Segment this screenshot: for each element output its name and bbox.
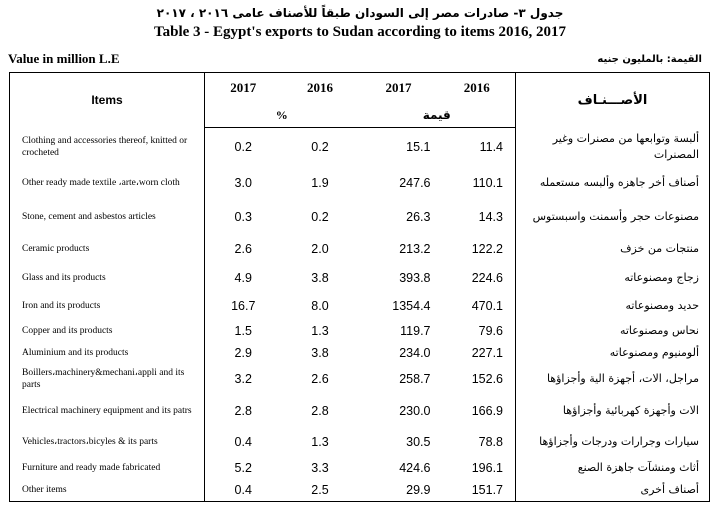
percent-2016: 2.6 <box>311 371 329 386</box>
item-name-arabic: منتجات من خزف <box>516 234 710 264</box>
value-2017: 230.0 <box>399 403 431 418</box>
header-value-arabic: قيمة <box>359 103 516 128</box>
table-row <box>10 128 710 166</box>
value-2016: 14.3 <box>478 209 503 224</box>
percent-2017: 2.8 <box>234 403 252 418</box>
title-english: Table 3 - Egypt's exports to Sudan according to items 2016, 2017 <box>154 24 566 40</box>
value-2016: 110.1 <box>472 175 503 190</box>
item-name-arabic: سيارات وجرارات ودرجات وأجزاؤها <box>516 428 710 456</box>
percent-2016: 3.8 <box>311 345 329 360</box>
value-2017: 15.1 <box>406 139 431 154</box>
value-2017: 393.8 <box>399 270 431 285</box>
header-year-percent-2017: 2017 <box>230 80 257 95</box>
percent-2017: 1.5 <box>234 323 252 338</box>
item-name-arabic: حديد ومصنوعاته <box>516 292 710 320</box>
table-row <box>10 364 710 394</box>
item-name: Glass and its products <box>10 264 205 292</box>
header-year-value-2017: 2017 <box>385 80 412 95</box>
item-name: Stone, cement and asbestos articles <box>10 200 205 234</box>
value-2017: 29.9 <box>406 483 431 498</box>
percent-2017: 0.3 <box>234 209 252 224</box>
item-name: Furniture and ready made fabricated <box>10 456 205 480</box>
item-name-arabic: الات وأجهزة كهربائية وأجزاؤها <box>516 394 710 428</box>
table-row <box>10 456 710 480</box>
table-row <box>10 428 710 456</box>
value-2017: 26.3 <box>406 209 431 224</box>
percent-2016: 0.2 <box>311 139 329 154</box>
table-row <box>10 320 710 342</box>
item-name-arabic: ألومنيوم ومصنوعاته <box>516 342 710 364</box>
percent-2016: 1.9 <box>311 175 329 190</box>
item-name-arabic: مصنوعات حجر وأسمنت واسبستوس <box>516 200 710 234</box>
exports-table <box>9 72 710 502</box>
table-row <box>10 394 710 428</box>
value-2017: 247.6 <box>399 175 431 190</box>
value-2017: 30.5 <box>406 434 431 449</box>
value-2016: 11.4 <box>479 139 503 154</box>
item-name: Ceramic products <box>10 234 205 264</box>
unit-label-arabic: القيمة: بالمليون جنيه <box>597 54 702 65</box>
item-name-arabic: ألبسة وتوابعها من مصنرات وغير المصنرات <box>516 128 710 166</box>
percent-2017: 4.9 <box>234 270 252 285</box>
percent-2017: 0.2 <box>234 139 252 154</box>
table-row <box>10 264 710 292</box>
value-2016: 151.7 <box>471 483 503 498</box>
table-row <box>10 292 710 320</box>
percent-2016: 1.3 <box>311 434 329 449</box>
value-2016: 79.6 <box>478 323 503 338</box>
table-row <box>10 200 710 234</box>
title-arabic: جدول ٣- صادرات مصر إلى السودان طبقاً للأصناف عامى ٢٠١٦ ، ٢٠١٧ <box>156 6 564 20</box>
value-2016: 224.6 <box>471 270 503 285</box>
item-name: Aluminium and its products <box>10 342 205 364</box>
item-name: Boillers،machinery&mechani،appli and its parts <box>10 364 205 394</box>
item-name-arabic: أصناف أخر جاهزه وألبسه مستعمله <box>516 166 710 200</box>
value-2016: 122.2 <box>471 241 503 256</box>
percent-2016: 1.3 <box>311 323 329 338</box>
percent-2017: 16.7 <box>231 298 256 313</box>
percent-2016: 3.3 <box>311 460 329 475</box>
value-2017: 234.0 <box>399 345 431 360</box>
value-2016: 196.1 <box>471 460 503 475</box>
item-name-arabic: أثاث ومنشآت جاهزة الصنع <box>516 456 710 480</box>
item-name: Iron and its products <box>10 292 205 320</box>
item-name-arabic: أصناف أخرى <box>516 480 710 502</box>
header-year-value-2016: 2016 <box>463 80 490 95</box>
percent-2017: 2.6 <box>234 241 252 256</box>
percent-2016: 3.8 <box>311 270 329 285</box>
value-2016: 470.1 <box>471 298 503 313</box>
percent-2016: 2.0 <box>311 241 329 256</box>
value-2017: 119.7 <box>400 323 431 338</box>
value-2016: 227.1 <box>471 345 503 360</box>
header-percent: % <box>205 103 359 128</box>
percent-2017: 0.4 <box>234 483 252 498</box>
table-row <box>10 234 710 264</box>
table-row <box>10 166 710 200</box>
item-name: Other ready made textile ،arte،worn cloth <box>10 166 205 200</box>
value-2017: 424.6 <box>399 460 431 475</box>
percent-2017: 5.2 <box>234 460 252 475</box>
percent-2016: 2.5 <box>311 483 329 498</box>
percent-2017: 3.0 <box>234 175 252 190</box>
percent-2017: 2.9 <box>234 345 252 360</box>
header-items-arabic: الأصـــنـاف <box>516 73 710 128</box>
item-name-arabic: زجاج ومصنوعاته <box>516 264 710 292</box>
header-year-percent-2016: 2016 <box>307 80 333 95</box>
value-2017: 258.7 <box>399 371 431 386</box>
item-name-arabic: مراجل، الات، أجهزة الية وأجزاؤها <box>516 364 710 394</box>
value-2017: 213.2 <box>399 241 431 256</box>
table-row <box>10 342 710 364</box>
item-name: Clothing and accessories thereof, knitted or crocheted <box>10 128 205 166</box>
item-name: Copper and its products <box>10 320 205 342</box>
value-2016: 166.9 <box>471 403 503 418</box>
percent-2016: 2.8 <box>311 403 329 418</box>
percent-2017: 3.2 <box>234 371 252 386</box>
item-name: Electrical machinery equipment and its patrs <box>10 394 205 428</box>
value-2017: 1354.4 <box>392 298 431 313</box>
header-items: Items <box>10 73 205 128</box>
item-name: Other items <box>10 480 205 502</box>
table-row <box>10 480 710 502</box>
unit-label-english: Value in million L.E <box>8 51 120 66</box>
percent-2016: 0.2 <box>311 209 329 224</box>
value-2016: 152.6 <box>471 371 503 386</box>
item-name-arabic: نحاس ومصنوعاته <box>516 320 710 342</box>
percent-2017: 0.4 <box>234 434 252 449</box>
item-name: Vehicles،tractors،bicyles & its parts <box>10 428 205 456</box>
value-2016: 78.8 <box>478 434 503 449</box>
table-body <box>10 128 710 502</box>
percent-2016: 8.0 <box>311 298 329 313</box>
